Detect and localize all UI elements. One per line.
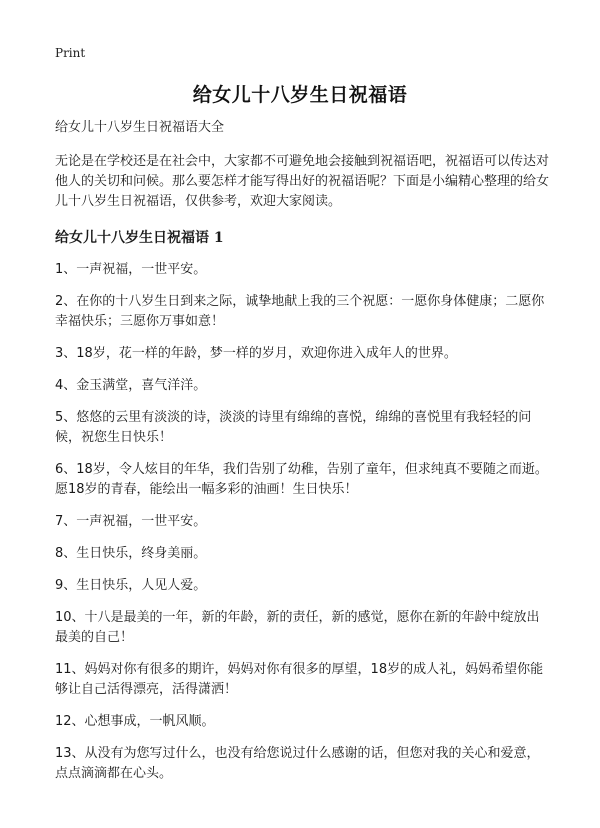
section-heading: 给女儿十八岁生日祝福语 1 xyxy=(55,230,224,246)
intro-paragraph: 无论是在学校还是在社会中，大家都不可避免地会接触到祝福语吧，祝福语可以传达对他人的关切和问候。那么要怎样才能写得出好的祝福语呢？下面是小编精心整理的给女儿十八岁生日祝福语，仅供参考，欢迎大家阅读。 xyxy=(55,154,550,209)
list-item: 10、十八是最美的一年，新的年龄，新的责任，新的感觉，愿你在新的年龄中绽放出最美的自己！ xyxy=(55,610,540,645)
document-body xyxy=(55,118,550,796)
list-item: 13、从没有为您写过什么，也没有给您说过什么感谢的话，但您对我的关心和爱意，点点滴滴都在心头。 xyxy=(55,746,540,781)
document-title: 给女儿十八岁生日祝福语 xyxy=(192,84,408,106)
print-link[interactable]: Print xyxy=(55,46,86,60)
list-item: 3、18岁，花一样的年龄，梦一样的岁月，欢迎你进入成年人的世界。 xyxy=(55,346,457,361)
list-item: 2、在你的十八岁生日到来之际，诚挚地献上我的三个祝愿：一愿你身体健康；二愿你幸福快乐；三愿你万事如意！ xyxy=(55,294,545,329)
list-item: 9、生日快乐，人见人爱。 xyxy=(55,578,207,593)
list-item: 1、一声祝福，一世平安。 xyxy=(55,262,207,277)
list-item: 7、一声祝福，一世平安。 xyxy=(55,514,207,529)
list-item: 8、生日快乐，终身美丽。 xyxy=(55,546,207,561)
list-item: 4、金玉满堂，喜气洋洋。 xyxy=(55,378,207,393)
list-item: 11、妈妈对你有很多的期许，妈妈对你有很多的厚望，18岁的成人礼，妈妈希望你能够让自己活得漂亮，活得潇洒！ xyxy=(55,662,544,697)
list-item: 12、心想事成，一帆风顺。 xyxy=(55,714,215,729)
document-subtitle: 给女儿十八岁生日祝福语大全 xyxy=(55,120,225,135)
list-item: 6、18岁，令人炫目的年华，我们告别了幼稚，告别了童年，但求纯真不要随之而逝。愿18岁的青春，能绘出一幅多彩的油画！生日快乐！ xyxy=(55,462,548,497)
list-item: 5、悠悠的云里有淡淡的诗，淡淡的诗里有绵绵的喜悦，绵绵的喜悦里有我轻轻的问候，祝您生日快乐！ xyxy=(55,410,532,445)
